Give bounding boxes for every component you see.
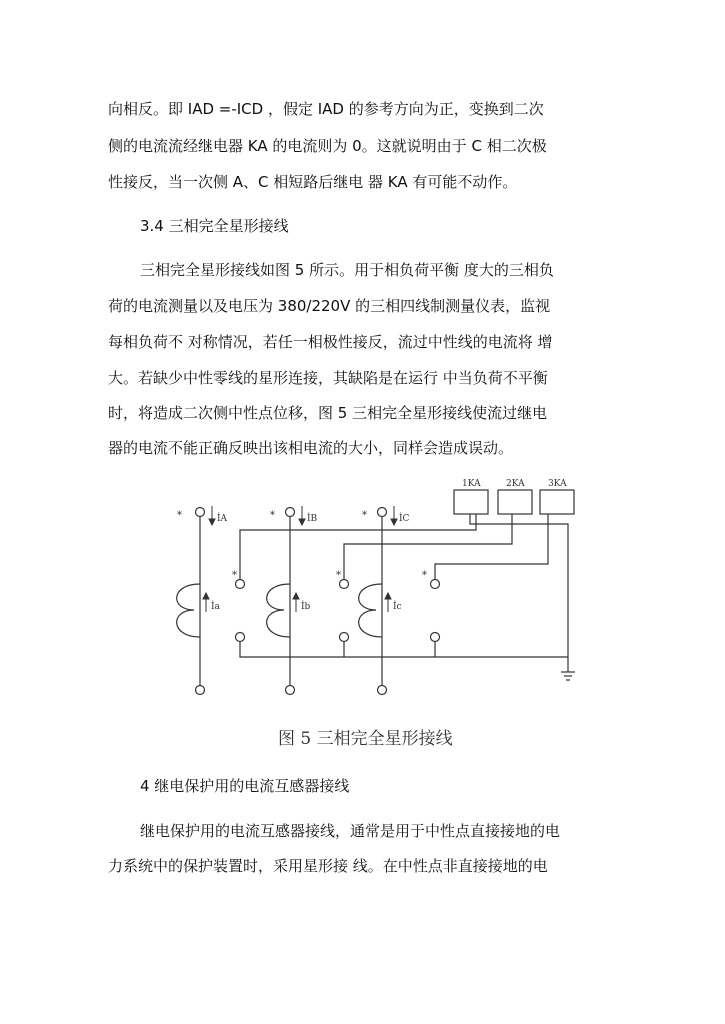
relay-label-2: 2KA [506, 479, 525, 489]
arrow-down-icon [299, 519, 305, 525]
label-primary-current-c: İC [399, 514, 410, 524]
arrow-up-icon [203, 593, 209, 599]
relay-box-3 [540, 490, 574, 514]
terminal [431, 633, 440, 642]
terminal [196, 686, 205, 695]
text-line: 每相负荷不 对称情况，若任一相极性接反，流过中性线的电流将 增 [108, 333, 553, 351]
text-line: 器的电流不能正确反映出该相电流的大小，同样会造成误动。 [108, 439, 514, 457]
relay-label-1: 1KA [462, 479, 481, 489]
terminal [196, 508, 205, 517]
ct-coil-c [359, 584, 382, 637]
polarity-mark: * [270, 510, 275, 521]
ct-coil-b [267, 584, 290, 637]
terminal [378, 686, 387, 695]
arrow-up-icon [385, 593, 391, 599]
label-secondary-current-b: İb [301, 602, 311, 612]
polarity-mark: * [177, 510, 182, 521]
lead-a [240, 514, 476, 584]
terminal [378, 508, 387, 517]
arrow-down-icon [391, 519, 397, 525]
label-primary-current-a: İA [217, 514, 228, 524]
circuit-diagram [160, 472, 590, 754]
text-line: 侧的电流流经继电器 KA 的电流则为 0。这就说明由于 C 相二次极 [108, 137, 547, 155]
relay-box-1 [454, 490, 488, 514]
polarity-mark: * [336, 570, 341, 581]
text-line: 荷的电流测量以及电压为 380/220V 的三相四线制测量仪表，监视 [108, 297, 551, 315]
ct-coil-a [177, 584, 200, 637]
neutral-bus [240, 637, 568, 657]
text-line: 力系统中的保护装置时，采用星形接 线。在中性点非直接接地的电 [108, 857, 548, 875]
relay-box-2 [498, 490, 532, 514]
figure-caption: 图 5 三相完全星形接线 [278, 729, 453, 749]
text-line: 性接反，当一次侧 A、C 相短路后继电 器 KA 有可能不动作。 [108, 173, 518, 191]
label-primary-current-b: İB [307, 514, 318, 524]
terminal [340, 633, 349, 642]
arrow-up-icon [293, 593, 299, 599]
relay-return [470, 514, 568, 672]
text-line: 时，将造成二次侧中性点位移，图 5 三相完全星形接线使流过继电 [108, 404, 548, 422]
text-line: 三相完全星形接线如图 5 所示。用于相负荷平衡 度大的三相负 [140, 261, 554, 279]
section-heading: 4 继电保护用的电流互感器接线 [140, 777, 350, 795]
terminal [286, 686, 295, 695]
polarity-mark: * [362, 510, 367, 521]
section-heading: 3.4 三相完全星形接线 [140, 217, 289, 235]
terminal [236, 633, 245, 642]
relay-label-3: 3KA [548, 479, 567, 489]
text-line: 大。若缺少中性零线的星形连接，其缺陷是在运行 中当负荷不平衡 [108, 369, 548, 387]
label-secondary-current-c: İc [393, 602, 402, 612]
terminal [431, 580, 440, 589]
polarity-mark: * [232, 570, 237, 581]
arrow-down-icon [209, 519, 215, 525]
label-secondary-current-a: İa [211, 602, 220, 612]
figure-three-phase-star-connection [160, 472, 590, 754]
text-line: 向相反。即 ΙAD =-ΙCD ，假定 ΙAD 的参考方向为正，变换到二次 [108, 100, 544, 118]
terminal [286, 508, 295, 517]
polarity-mark: * [422, 570, 427, 581]
text-line: 继电保护用的电流互感器接线，通常是用于中性点直接接地的电 [140, 822, 561, 840]
